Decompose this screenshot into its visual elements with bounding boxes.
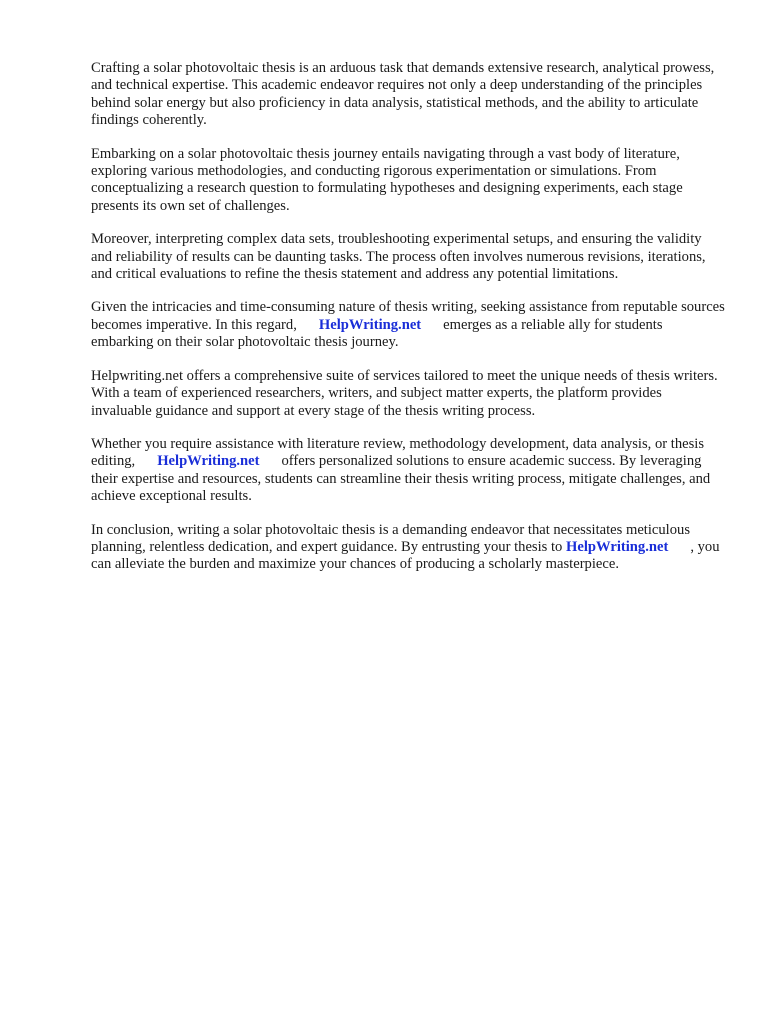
- helpwriting-link[interactable]: HelpWriting.net: [157, 453, 260, 470]
- paragraph-text: Whether you require assistance with literature review, methodology development, data analysis, or thesis editing,: [91, 435, 705, 470]
- document-body: [91, 60, 726, 590]
- paragraph-assistance: [91, 299, 726, 351]
- paragraph-text: Given the intricacies and time-consuming nature of thesis writing, seeking assistance from reputable sources becomes imperative. In this regard,: [91, 299, 725, 333]
- paragraph-text: emerges as a reliable ally for students embarking on their solar photovoltaic thesis journey.: [91, 316, 663, 351]
- paragraph-text: In conclusion, writing a solar photovoltaic thesis is a demanding endeavor that necessitates meticulous planning, relentless dedication, and expert guidance. By entrusting your thesis to: [91, 521, 691, 555]
- helpwriting-link[interactable]: HelpWriting.net: [318, 316, 422, 333]
- paragraph-journey: Embarking on a solar photovoltaic thesis journey entails navigating through a vast body of literature, exploring various methodologies, and conducting rigorous experimentation or simulations. From conceptualizing a research question to formulating hypotheses and designing experiments, each stage presents its own set of challenges.: [91, 145, 683, 214]
- paragraph-intro: Crafting a solar photovoltaic thesis is an arduous task that demands extensive research, analytical prowess, and technical expertise. This academic endeavor requires not only a deep understanding of the principles behind solar energy but also proficiency in data analysis, statistical methods, and the ability to articulate findings coherently.: [91, 60, 715, 129]
- helpwriting-link[interactable]: HelpWriting.net: [566, 538, 669, 555]
- paragraph-challenges: Moreover, interpreting complex data sets, troubleshooting experimental setups, and ensuring the validity and reliability of results can be daunting tasks. The process often involves numerous revisions, iterations, and critical evaluations to refine the thesis statement and address any potential limitations.: [91, 231, 706, 283]
- paragraph-text: , you can alleviate the burden and maximize your chances of producing a scholarly masterpiece.: [91, 538, 720, 573]
- paragraph-services: Helpwriting.net offers a comprehensive suite of services tailored to meet the unique needs of thesis writers. With a team of experienced researchers, writers, and subject matter experts, the platform provides invaluable guidance and support at every stage of the thesis writing process.: [91, 367, 718, 419]
- paragraph-solutions: [91, 436, 726, 506]
- paragraph-conclusion: [91, 522, 726, 574]
- paragraph-text: offers personalized solutions to ensure academic success. By leveraging their expertise and resources, students can streamline their thesis writing process, mitigate challenges, and achieve exceptional results.: [91, 453, 711, 505]
